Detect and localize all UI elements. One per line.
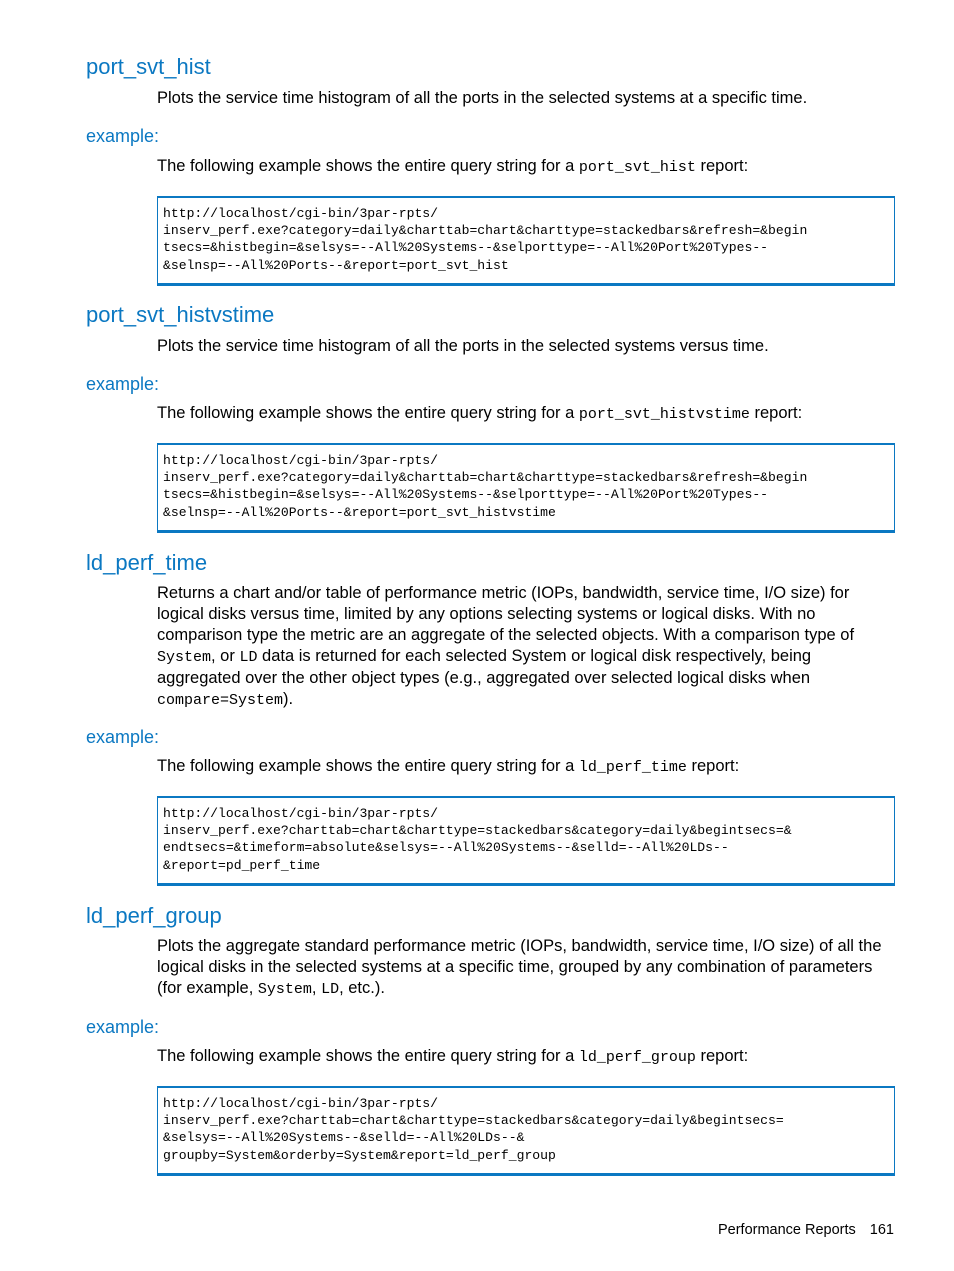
- example-intro-suffix: report:: [695, 157, 749, 175]
- example-intro: [157, 1046, 897, 1068]
- example-intro-suffix: report:: [695, 1047, 749, 1065]
- code-line: tsecs=&histbegin=&selsys=--All%20Systems--&selporttype=--All%20Port%20Types--: [163, 240, 769, 256]
- description-text: Returns a chart and/or table of performance metric (IOPs, bandwidth, service time, I/O size) for logical disks versus time, limited by any options selecting systems or logical disks. With no comparison type the metric are an aggregate of the selected objects. With a comparison type of: [157, 584, 855, 644]
- page-number: 161: [869, 1222, 894, 1238]
- description-text: data is returned for each selected System or logical disk respectively, being aggregated over the other object types (e.g., aggregated over selected logical disks when: [157, 647, 812, 687]
- example-intro-suffix: report:: [749, 404, 803, 422]
- code-line: http://localhost/cgi-bin/3par-rpts/: [163, 453, 439, 468]
- code-line: groupby=System&orderby=System&report=ld_perf_group: [163, 1147, 556, 1163]
- section-description: Plots the service time histogram of all the ports in the selected systems versus time.: [157, 337, 769, 355]
- inline-code: LD: [239, 649, 258, 666]
- code-line: tsecs=&histbegin=&selsys=--All%20Systems--&selporttype=--All%20Port%20Types--: [163, 487, 769, 503]
- code-block: [157, 1086, 895, 1176]
- code-line: http://localhost/cgi-bin/3par-rpts/: [163, 206, 439, 221]
- section-title-port-svt-hist: port_svt_hist: [86, 54, 211, 79]
- report-name-code: port_svt_histvstime: [578, 406, 750, 423]
- example-intro-text: The following example shows the entire query string for a: [157, 157, 579, 175]
- code-line: endtsecs=&timeform=absolute&selsys=--All%20Systems--&selld=--All%20LDs--: [163, 840, 729, 856]
- example-heading: example:: [86, 374, 160, 394]
- code-line: http://localhost/cgi-bin/3par-rpts/: [163, 806, 439, 821]
- example-intro-text: The following example shows the entire query string for a: [157, 1047, 579, 1065]
- description-text: , or: [211, 647, 240, 665]
- code-line: &report=pd_perf_time: [163, 857, 321, 873]
- inline-code: LD: [321, 981, 340, 998]
- description-text: , etc.).: [339, 979, 385, 997]
- code-block: [157, 796, 895, 886]
- code-line: inserv_perf.exe?charttab=chart&charttype=stackedbars&category=daily&begintsecs=: [163, 1113, 784, 1129]
- section-title-ld-perf-time: ld_perf_time: [86, 550, 208, 575]
- section-description: Plots the service time histogram of all the ports in the selected systems at a specific time.: [157, 89, 808, 107]
- report-name-code: ld_perf_time: [578, 759, 687, 776]
- example-intro: [157, 756, 897, 778]
- section-description: [157, 936, 897, 1000]
- footer-label: Performance Reports: [717, 1222, 856, 1238]
- section-description: [157, 583, 897, 711]
- code-line: &selnsp=--All%20Ports--&report=port_svt_hist: [163, 257, 509, 273]
- code-line: &selnsp=--All%20Ports--&report=port_svt_histvstime: [163, 504, 556, 520]
- inline-code: compare=System: [157, 692, 284, 709]
- code-line: &selsys=--All%20Systems--&selld=--All%20LDs--&: [163, 1130, 525, 1146]
- inline-code: System: [257, 981, 312, 998]
- section-title-port-svt-histvstime: port_svt_histvstime: [86, 302, 275, 327]
- example-heading: example:: [86, 727, 160, 747]
- code-line: http://localhost/cgi-bin/3par-rpts/: [163, 1096, 439, 1111]
- example-intro: [157, 156, 897, 178]
- example-intro-text: The following example shows the entire query string for a: [157, 757, 579, 775]
- code-block: [157, 196, 895, 286]
- code-line: inserv_perf.exe?category=daily&charttab=chart&charttype=stackedbars&refresh=&begin: [163, 470, 808, 486]
- inline-code: System: [157, 649, 212, 666]
- description-text: Plots the aggregate standard performance metric (IOPs, bandwidth, service time, I/O size) of all the logical disks in the selected systems at a specific time, grouped by any combination of parameters (for example,: [157, 937, 882, 997]
- example-intro-suffix: report:: [686, 757, 740, 775]
- report-name-code: port_svt_hist: [578, 159, 696, 176]
- code-line: inserv_perf.exe?charttab=chart&charttype=stackedbars&category=daily&begintsecs=&: [163, 823, 792, 839]
- code-block: [157, 443, 895, 533]
- example-heading: example:: [86, 1017, 160, 1037]
- page-footer: [718, 1222, 894, 1238]
- example-intro: [157, 403, 897, 425]
- description-text: ).: [283, 690, 294, 708]
- section-title-ld-perf-group: ld_perf_group: [86, 903, 222, 928]
- description-text: ,: [311, 979, 322, 997]
- report-name-code: ld_perf_group: [578, 1049, 696, 1066]
- code-line: inserv_perf.exe?category=daily&charttab=chart&charttype=stackedbars&refresh=&begin: [163, 223, 808, 239]
- example-intro-text: The following example shows the entire query string for a: [157, 404, 579, 422]
- example-heading: example:: [86, 126, 160, 146]
